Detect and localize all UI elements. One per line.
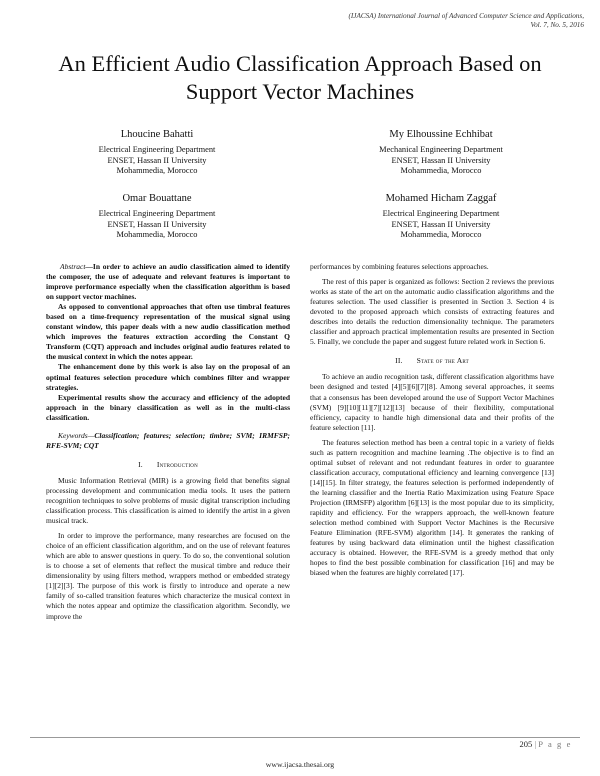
author-institution: ENSET, Hassan II University bbox=[391, 219, 491, 229]
author-dept: Electrical Engineering Department bbox=[98, 209, 216, 218]
author-name: Omar Bouattane bbox=[122, 193, 192, 204]
author-location: Mohammedia, Morocco bbox=[400, 166, 482, 176]
author-institution: ENSET, Hassan II University bbox=[107, 155, 207, 165]
author-block-4 bbox=[326, 192, 556, 241]
author-dept: Electrical Engineering Department bbox=[98, 145, 216, 154]
body-paragraph: Music Information Retrieval (MIR) is a growing field that benefits signal processing development and communication media tools. It uses the pattern recognition techniques to solve problems of music digital transcription including classification process. This classification is aimed to identify the artist in a given musical track. bbox=[46, 475, 290, 526]
section-heading-state-of-the-art: II. State of the Art bbox=[395, 356, 469, 366]
author-location: Mohammedia, Morocco bbox=[400, 230, 482, 240]
abstract-paragraph: Experimental results show the accuracy and efficiency of the adopted approach in the binary classification as well as in the multi-class classification. bbox=[46, 392, 290, 422]
author-institution: ENSET, Hassan II University bbox=[391, 155, 491, 165]
author-block-3 bbox=[42, 192, 272, 241]
abstract-paragraph: As opposed to conventional approaches that often use timbral features based on a time-frequency representation of the musical signal using constant window, this paper deals with a new audio classification method which improves the features extraction according the Constant Q Transform (CQT) approach and includes original audio features related to the musical context in which the notes appear. bbox=[46, 302, 290, 362]
body-paragraph: To achieve an audio recognition task, different classification algorithms have been designed and tested [4][5][6][7][8]. Among several approaches, it seems that a consensus has been developed around the use of Support Vector Machines (SVM) [9][10][11][7][12][13] because of their flexibility, computational efficiency, capacity to handle high dimensional data and their profits of the feature selection [11]. bbox=[310, 372, 554, 432]
author-name: Mohamed Hicham Zaggaf bbox=[385, 193, 497, 204]
left-column bbox=[46, 262, 290, 627]
author-block-2 bbox=[326, 128, 556, 177]
abstract-paragraph: Abstract—In order to achieve an audio classification aimed to identify the composer, the use of adequate and relevant features is important to improve performance especially when the classification algorithm is based on support vector machines. bbox=[46, 262, 290, 302]
author-dept: Mechanical Engineering Department bbox=[379, 145, 503, 154]
author-block-1 bbox=[42, 128, 272, 177]
body-paragraph: In order to improve the performance, many researches are focused on the choice of an efficient classification algorithm, and on the use of relevant features which are able to answer questions in query. To do so, the conventional solution is to choose a set of elements that reflect the musical timbre and reduce their dimensionality by using filters method, wrappers method or embedded strategy [1][2][3]. The purpose of this work is firstly to introduce and operate a new family of so-called transition features which characterize the musical context in which the notes appear and optimize the classification algorithm. Secondly, we improve the bbox=[46, 531, 290, 621]
paper-title: An Efficient Audio Classification Approach Based on Support Vector Machines bbox=[58, 51, 542, 104]
author-location: Mohammedia, Morocco bbox=[116, 166, 198, 176]
keywords-label: Keywords— bbox=[58, 430, 95, 440]
body-paragraph: The rest of this paper is organized as follows: Section 2 reviews the previous works as state of the art on the automatic audio classification algorithms and the features selection. The used classifier is presented in Section 3. Section 4 is devoted to the proposed approach which consists of extracting features and describes into details the reduction dimensionality technique. The parameters classifier and approach practical implementation results are presented in Section 5. Finally, we conclude the paper and suggest future related work in Section 6. bbox=[310, 277, 554, 347]
abstract-label: Abstract bbox=[60, 262, 86, 271]
author-name: Lhoucine Bahatti bbox=[120, 129, 194, 140]
author-dept: Electrical Engineering Department bbox=[382, 209, 500, 218]
section-heading-introduction: I. Introduction bbox=[138, 459, 198, 469]
keywords-text: Classification; features; selection; timbre; SVM; IRMFSP; RFE-SVM; CQT bbox=[46, 430, 290, 450]
body-paragraph: The features selection method has been a central topic in a variety of fields such as pattern recognition and machine learning .The objective is to find an optimal subset of relevant and not redundant features in order to guarantee classification accuracy, computational efficiency and learning convergence [13][14][15]. In filter strategy, the features selection is performed independently of the learning classifier and the Inertia Ratio Maximization using Feature Space Projection (IRMSFP) algorithm [6][13] is the most popular due to its simplicity, rapidity and efficiency. For the wrappers approach, the well-known feature selection method combined with Support Vector Machines is the Recursive Feature Elimination (RFE-SVM) algorithm [14]. It generates the ranking of features by using backward data elimination until the highest classification accuracy is obtained. However, the RFE-SVM is a greedy method that only hopes to find the best possible combination for classification [16] and may be biased when the features are highly correlated [17]. bbox=[310, 437, 554, 578]
body-paragraph-continued: performances by combining features selections approaches. bbox=[310, 262, 489, 271]
keywords bbox=[46, 431, 290, 451]
author-location: Mohammedia, Morocco bbox=[116, 230, 198, 240]
journal-header bbox=[224, 12, 584, 30]
author-name: My Elhoussine Echhibat bbox=[389, 129, 493, 140]
abstract-paragraph: The enhancement done by this work is also lay on the proposal of an optimal features selection procedure which combines filter and wrapper strategies. bbox=[46, 362, 290, 392]
footer-divider bbox=[30, 737, 580, 738]
right-column bbox=[310, 262, 554, 583]
abstract bbox=[46, 262, 290, 423]
author-institution: ENSET, Hassan II University bbox=[107, 219, 207, 229]
page-number: 205 | P a g e bbox=[519, 739, 572, 749]
journal-website[interactable]: www.ijacsa.thesai.org bbox=[265, 760, 335, 769]
journal-volume: Vol. 7, No. 5, 2016 bbox=[530, 21, 584, 29]
journal-name: (IJACSA) International Journal of Advanced Computer Science and Applications, bbox=[348, 12, 584, 20]
